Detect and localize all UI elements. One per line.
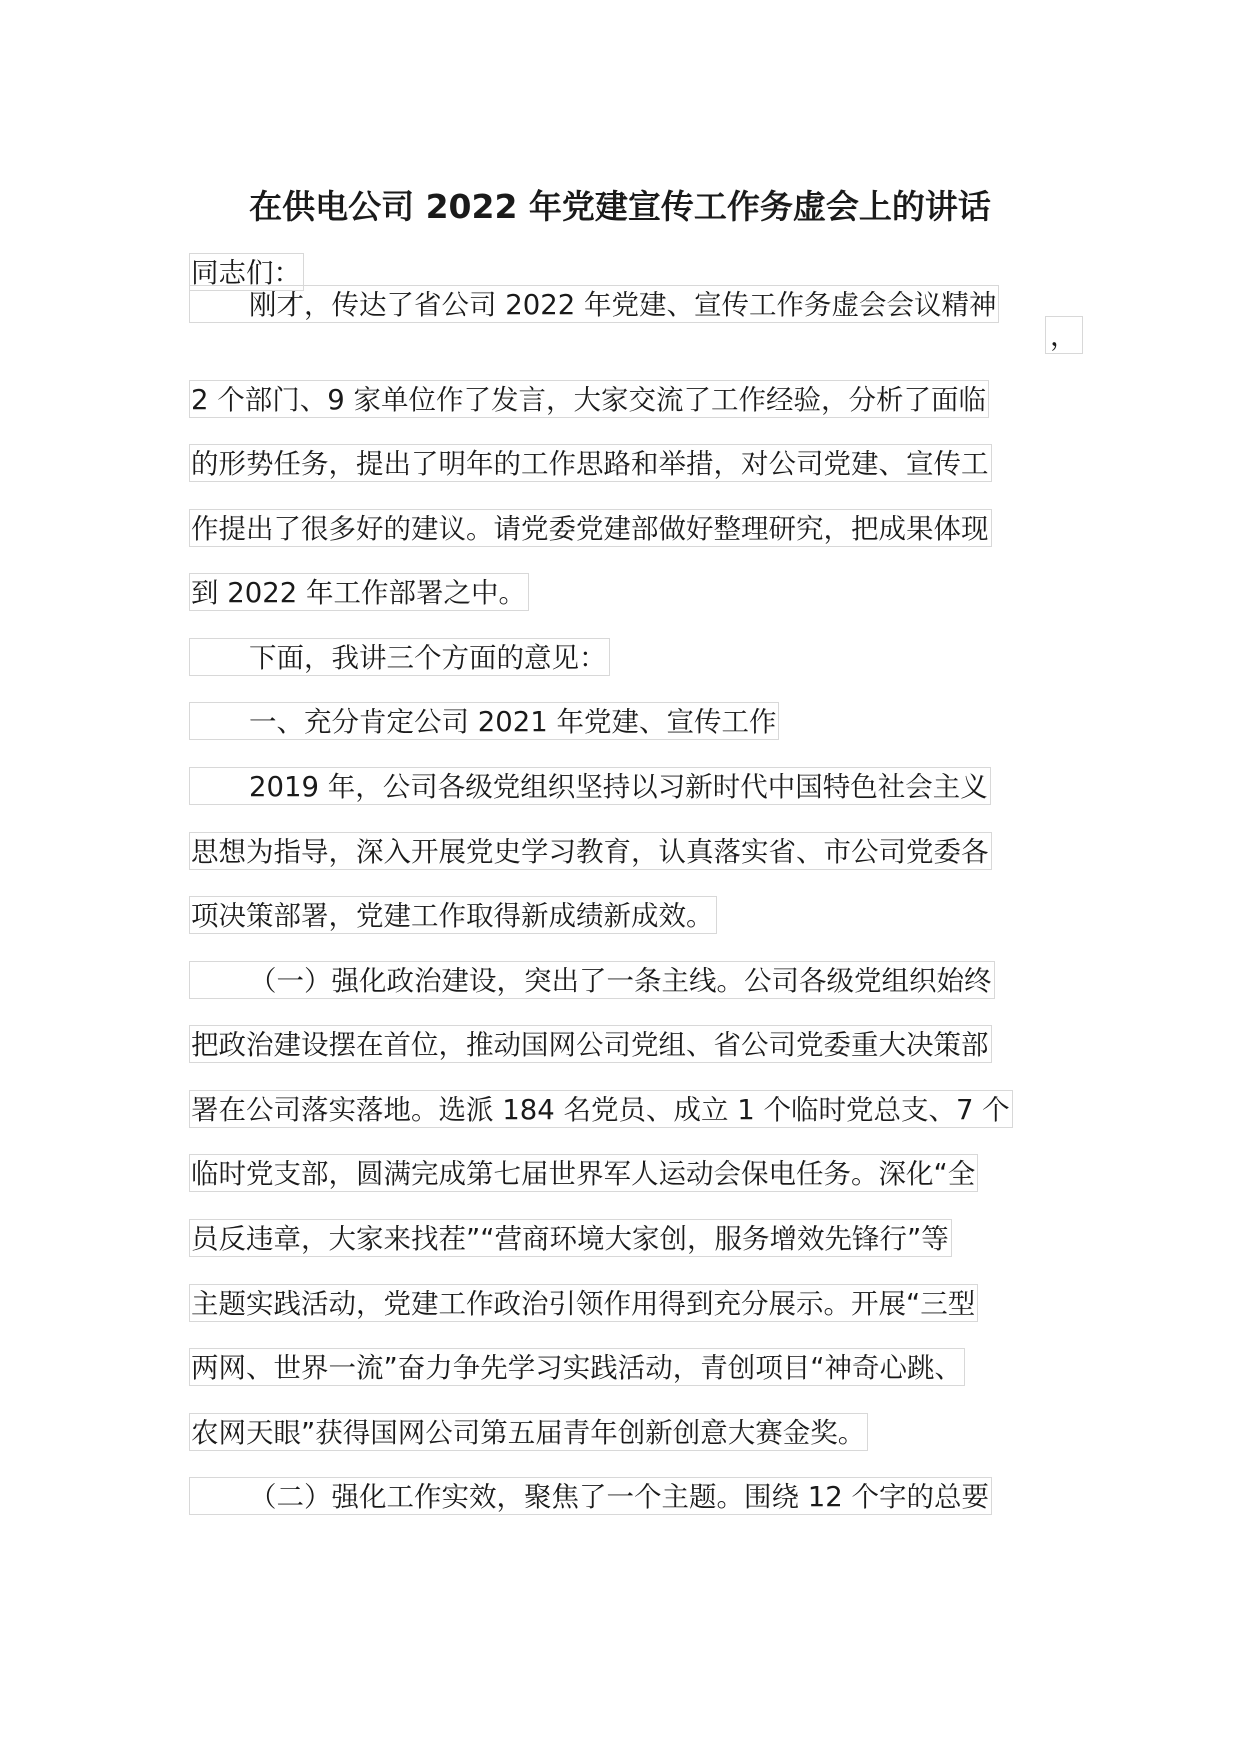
paragraph-line: 署在公司落实落地。选派 184 名党员、成立 1 个临时党总支、7 个: [189, 1090, 1013, 1128]
paragraph-line: 主题实践活动，党建工作政治引领作用得到充分展示。开展“三型: [189, 1284, 978, 1322]
paragraph-line: 项决策部署，党建工作取得新成绩新成效。: [189, 896, 717, 934]
paragraph-line: 临时党支部，圆满完成第七届世界军人运动会保电任务。深化“全: [189, 1154, 978, 1192]
section-heading: 一、充分肯定公司 2021 年党建、宣传工作: [189, 702, 779, 740]
paragraph-line: 农网天眼”获得国网公司第五届青年创新创意大赛金奖。: [189, 1413, 868, 1451]
paragraph-line: 的形势任务，提出了明年的工作思路和举措，对公司党建、宣传工: [189, 444, 992, 482]
paragraph-line: 刚才，传达了省公司 2022 年党建、宣传工作务虚会会议精神: [189, 285, 999, 323]
paragraph-line: （二）强化工作实效，聚焦了一个主题。围绕 12 个字的总要: [189, 1477, 992, 1515]
paragraph-line: （一）强化政治建设，突出了一条主线。公司各级党组织始终: [189, 961, 995, 999]
paragraph-line: 2 个部门、9 家单位作了发言，大家交流了工作经验，分析了面临: [189, 380, 989, 418]
paragraph-line: 下面，我讲三个方面的意见：: [189, 638, 610, 676]
paragraph-line: 2019 年，公司各级党组织坚持以习新时代中国特色社会主义: [189, 767, 991, 805]
paragraph-line: 作提出了很多好的建议。请党委党建部做好整理研究，把成果体现: [189, 509, 992, 547]
paragraph-line: 员反违章，大家来找茬”“营商环境大家创，服务增效先锋行”等: [189, 1219, 952, 1257]
paragraph-line: 把政治建设摆在首位，推动国网公司党组、省公司党委重大决策部: [189, 1025, 992, 1063]
paragraph-line: 思想为指导，深入开展党史学习教育，认真落实省、市公司党委各: [189, 832, 992, 870]
paragraph-line: 两网、世界一流”奋力争先学习实践活动，青创项目“神奇心跳、: [189, 1348, 965, 1386]
paragraph-line-tail: ，: [1045, 316, 1083, 354]
salutation-line: 同志们：: [189, 253, 304, 291]
paragraph-line: 到 2022 年工作部署之中。: [189, 573, 529, 611]
document-title: 在供电公司 2022 年党建宣传工作务虚会上的讲话: [249, 187, 991, 226]
